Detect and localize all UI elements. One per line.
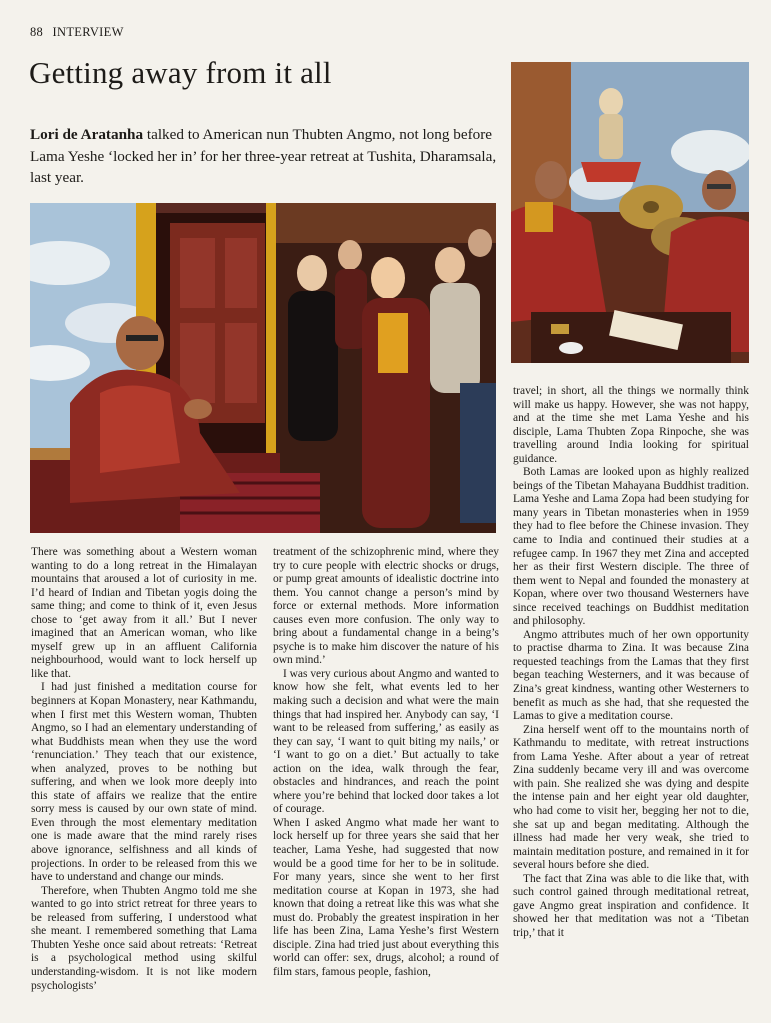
paragraph: I was very curious about Angmo and wanted to know how she felt, what events led to her making such a decision and what were the main things that had inspired her. Anybody can say, ‘I want to be released from suffering,’ as easily as they can say, ‘I want to quit biting my nails,’ or ‘I want to go on a diet.’ But actually to take action on the idea, walk through the fear, obstacles and hindrances, and reach the point where you’re behind that locked door takes a lot of courage. — [273, 667, 499, 816]
standfirst — [30, 124, 500, 189]
paragraph: The fact that Zina was able to die like that, with such control gained through meditational retreat, gave Angmo great inspiration and confidence. It showed her that meditation was not a ‘Tibetan trip,’ that it — [513, 872, 749, 939]
photo-lamas-puja-illustration — [511, 62, 749, 363]
photo-lama-and-nuns — [30, 203, 496, 533]
paragraph: Therefore, when Thubten Angmo told me she wanted to go into strict retreat for three years to be released from suffering, I understood what she meant. I remembered something that Lama Thubten Yeshe once said about retreats: ‘Retreat is a psychological method using skilful understanding-wisdom. It is not like modern psychologists’ — [31, 884, 257, 992]
body-column-3 — [513, 385, 749, 940]
page-number: 88 — [30, 25, 44, 39]
body-column-2 — [273, 546, 499, 980]
photo-lama-and-nuns-illustration — [30, 203, 496, 533]
paragraph: There was something about a Western woman wanting to do a long retreat in the Himalayan mountains that aroused a lot of curiosity in me. I’d heard of Indian and Tibetan yogis doing the same thing; and come to think of it, even Jesus chose to ‘get away from it all.’ But I never imagined that an American woman, who like myself grew up in an affluent California neighbourhood, would want to lock herself up like that. — [31, 546, 257, 680]
standfirst-text: talked to American nun Thubten Angmo, not long before Lama Yeshe ‘locked her in’ for her three-year retreat at Tushita, Dharamsala, last year. — [30, 126, 497, 186]
paragraph: When I asked Angmo what made her want to lock herself up for three years she said that her teacher, Lama Yeshe, had suggested that now would be a good time for her to be in solitude. For many years, since she went to her first meditation course at Kopan in 1973, she had known that doing a retreat like this was what she must do. Probably the greatest inspiration in her life has been Zina, Lama Yeshe’s first Western disciple. Zina had tried just about everything this world can offer: sex, drugs, alcohol; a round of film stars, famous people, fashion, — [273, 816, 499, 978]
paragraph: I had just finished a meditation course for beginners at Kopan Monastery, near Kathmandu, when I first met this Western woman, Thubten Angmo, so I had an elementary understanding of what Buddhists mean when they use the word ‘renunciation.’ They teach that our existence, when analyzed, proves to be nothing but suffering, and when we look more deeply into this state of affairs we realize that the entire sorry mess is caused by our own state of mind. Even through the most elementary meditation one is made aware that the mind rarely rises above ignorance, selfishness and all kinds of projections. In order to be released from this we have to understand and change our minds. — [31, 681, 257, 884]
article-title: Getting away from it all — [29, 55, 332, 90]
paragraph: treatment of the schizophrenic mind, where they try to cure people with electric shocks or drugs, or pump great amounts of idealistic doctrine into them. You cannot change a person’s mind by force or external methods. More information causes even more confusion. The only way to bring about a fundamental change in a being’s psyche is to make him discover the nature of his own mind.’ — [273, 546, 499, 667]
photo-lamas-puja — [511, 62, 749, 363]
paragraph: travel; in short, all the things we normally think will make us happy. However, she was not happy, and at the time she met Lama Yeshe and his disciple, Lama Thubten Zopa Rinpoche, she was travelling around India looking for spiritual guidance. — [513, 385, 749, 465]
running-head — [30, 25, 124, 40]
paragraph: Zina herself went off to the mountains north of Kathmandu to meditate, with retreat instructions from Lama Yeshe. After about a year of retreat Zina suddenly became very ill and was overcome with pain. She realized she was dying and despite the intense pain and her eight year old daughter, who had come to visit her, begging her not to die, she sat up and began meditating. Although the illness had made her very weak, she tried to maintain meditation posture, and remained in it for several hours before she died. — [513, 723, 749, 872]
paragraph: Angmo attributes much of her own opportunity to practise dharma to Zina. It was because Zina requested teachings from the Lamas that they first began teaching Westerners, and it was because of Zina’s great kindness, wanting other Westerners to benefit as much as she had, that she requested the Lamas to give a meditation course. — [513, 628, 749, 723]
section-label: INTERVIEW — [52, 25, 124, 39]
author-name: Lori de Aratanha — [30, 126, 144, 143]
body-column-1 — [31, 546, 257, 993]
paragraph: Both Lamas are looked upon as highly realized beings of the Tibetan Mahayana Buddhist tradition. Lama Yeshe and Lama Zopa had been studying for many years in Tibetan monasteries when in 1959 they had to flee before the Chinese invasion. They came to India and continued their studies at a refugee camp. In 1967 they met Zina and accepted her as their first Western disciple. The three of them went to Nepal and founded the monastery at Kopan, where over two thousand Westerners have since received teachings on Buddhist meditation and philosophy. — [513, 466, 749, 628]
